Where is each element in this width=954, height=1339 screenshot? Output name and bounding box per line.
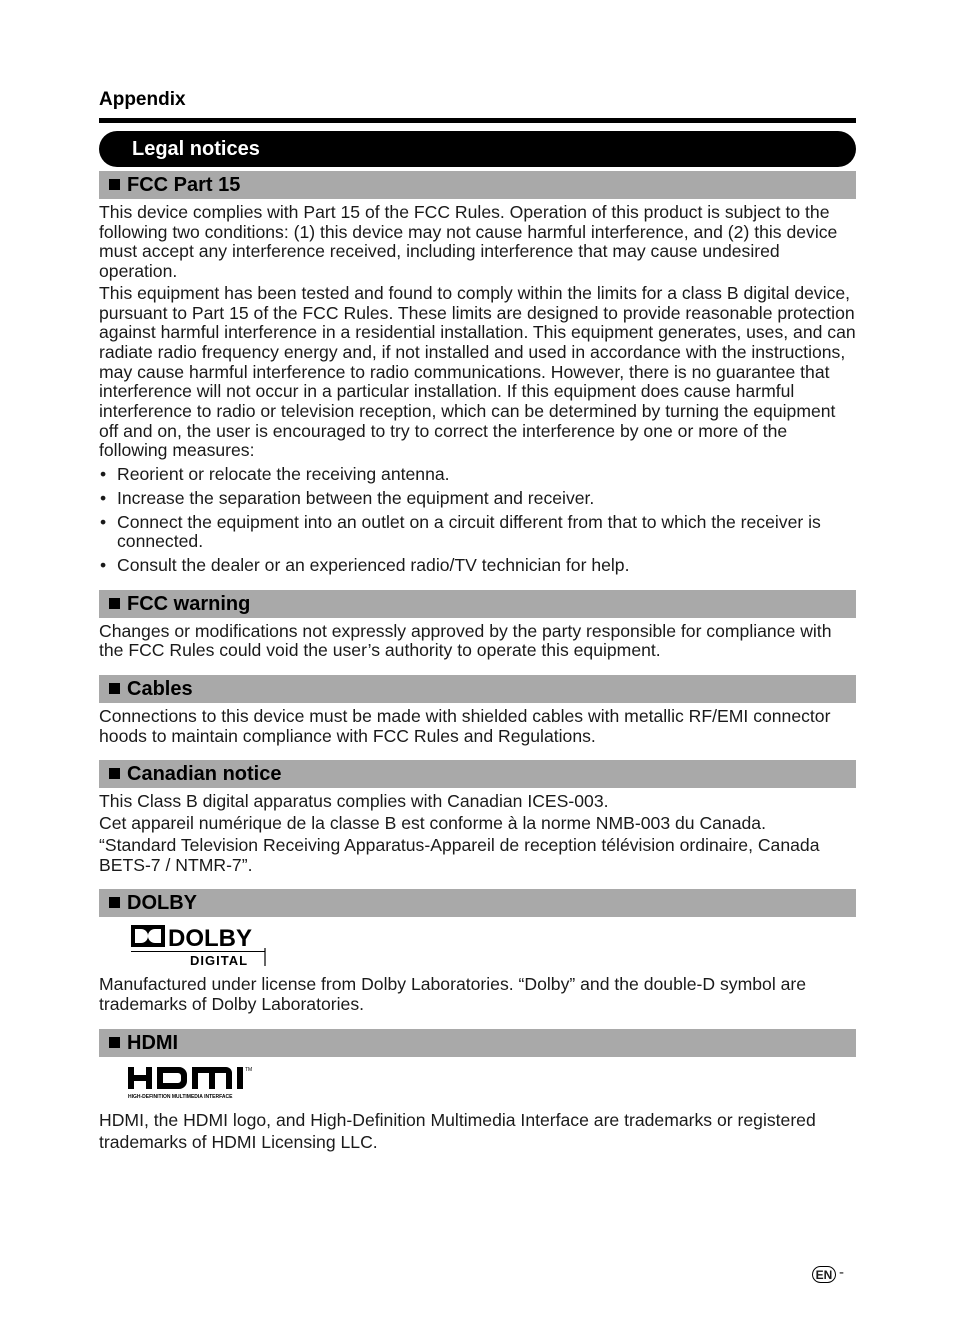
page-content (99, 88, 856, 1153)
hdmi-logo-icon (128, 1065, 273, 1101)
paragraph: Changes or modifications not expressly approved by the party responsible for compliance with the FCC Rules could void the user’s authority to operate this equipment. (99, 620, 832, 661)
heading-fcc-warning: FCC warning (99, 590, 856, 618)
dolby-digital-logo (131, 923, 856, 975)
heading-dolby: DOLBY (99, 889, 856, 917)
svg-text:DOLBY: DOLBY (168, 925, 252, 953)
dolby-logo-icon (131, 923, 271, 973)
paragraph: This equipment has been tested and found to comply within the limits for a class B digital device, pursuant to Part 15 of the FCC Rules. These limits are designed to provide reasonable protection against harmful interference in a residential installation. This equipment generates, uses, and can radiate radio frequency energy and, if not installed and used in accordance with the instructions, may cause harmful interference to radio communications. However, there is no guarantee that interference will not occur in a particular installation. If this equipment does cause harmful interference to radio or television reception, which can be determined by turning the equipment off and on, the user is encouraged to try to correct the interference by one or more of the following measures: (99, 282, 856, 461)
header-rule (99, 118, 856, 123)
heading-fcc-part-15: FCC Part 15 (99, 171, 856, 199)
list-item: • Connect the equipment into an outlet on a circuit different from that to which the receiver is connected. (99, 513, 856, 552)
measures-list (99, 465, 856, 576)
square-bullet-icon (109, 1037, 120, 1048)
square-bullet-icon (109, 598, 120, 609)
square-bullet-icon (109, 897, 120, 908)
square-bullet-icon (109, 179, 120, 190)
heading-hdmi: HDMI (99, 1029, 856, 1057)
paragraph: This device complies with Part 15 of the FCC Rules. Operation of this product is subject to the following two conditions: (1) this device may not cause harmful interference, and (2) this device must accept any interference received, including interference that may cause undesired operation. (99, 202, 838, 282)
square-bullet-icon (109, 768, 120, 779)
paragraph: This Class B digital apparatus complies with Canadian ICES-003. (99, 791, 609, 812)
page-number-dash: - (839, 1264, 844, 1281)
paragraph: HDMI, the HDMI logo, and High-Definition Multimedia Interface are trademarks or registered trademarks of HDMI Licensing LLC. (99, 1109, 816, 1152)
square-bullet-icon (109, 683, 120, 694)
hdmi-logo (128, 1065, 856, 1105)
page-title: Legal notices (99, 131, 856, 167)
svg-text:TM: TM (245, 1066, 253, 1073)
paragraph: Connections to this device must be made with shielded cables with metallic RF/EMI connector hoods to maintain compliance with FCC Rules and Regulations. (99, 706, 831, 746)
list-item: • Reorient or relocate the receiving antenna. (99, 465, 856, 485)
svg-text:DIGITAL: DIGITAL (190, 953, 249, 969)
paragraph: Manufactured under license from Dolby Laboratories. “Dolby” and the double-D symbol are trademarks of Dolby Laboratories. (99, 974, 807, 1014)
heading-canadian-notice: Canadian notice (99, 760, 856, 788)
list-item: • Increase the separation between the equipment and receiver. (99, 489, 856, 509)
language-badge: EN (812, 1266, 836, 1283)
section-label: Appendix (99, 89, 186, 110)
heading-cables: Cables (99, 675, 856, 703)
paragraph: Cet appareil numérique de la classe B est conforme à la norme NMB-003 du Canada. (99, 813, 766, 834)
paragraph: “Standard Television Receiving Apparatus-Appareil de reception télévision ordinaire, Canada BETS-7 / NTMR-7”. (99, 834, 820, 875)
list-item: • Consult the dealer or an experienced radio/TV technician for help. (99, 556, 856, 576)
svg-text:HIGH-DEFINITION MULTIMEDIA INT: HIGH-DEFINITION MULTIMEDIA INTERFACE (128, 1093, 233, 1100)
